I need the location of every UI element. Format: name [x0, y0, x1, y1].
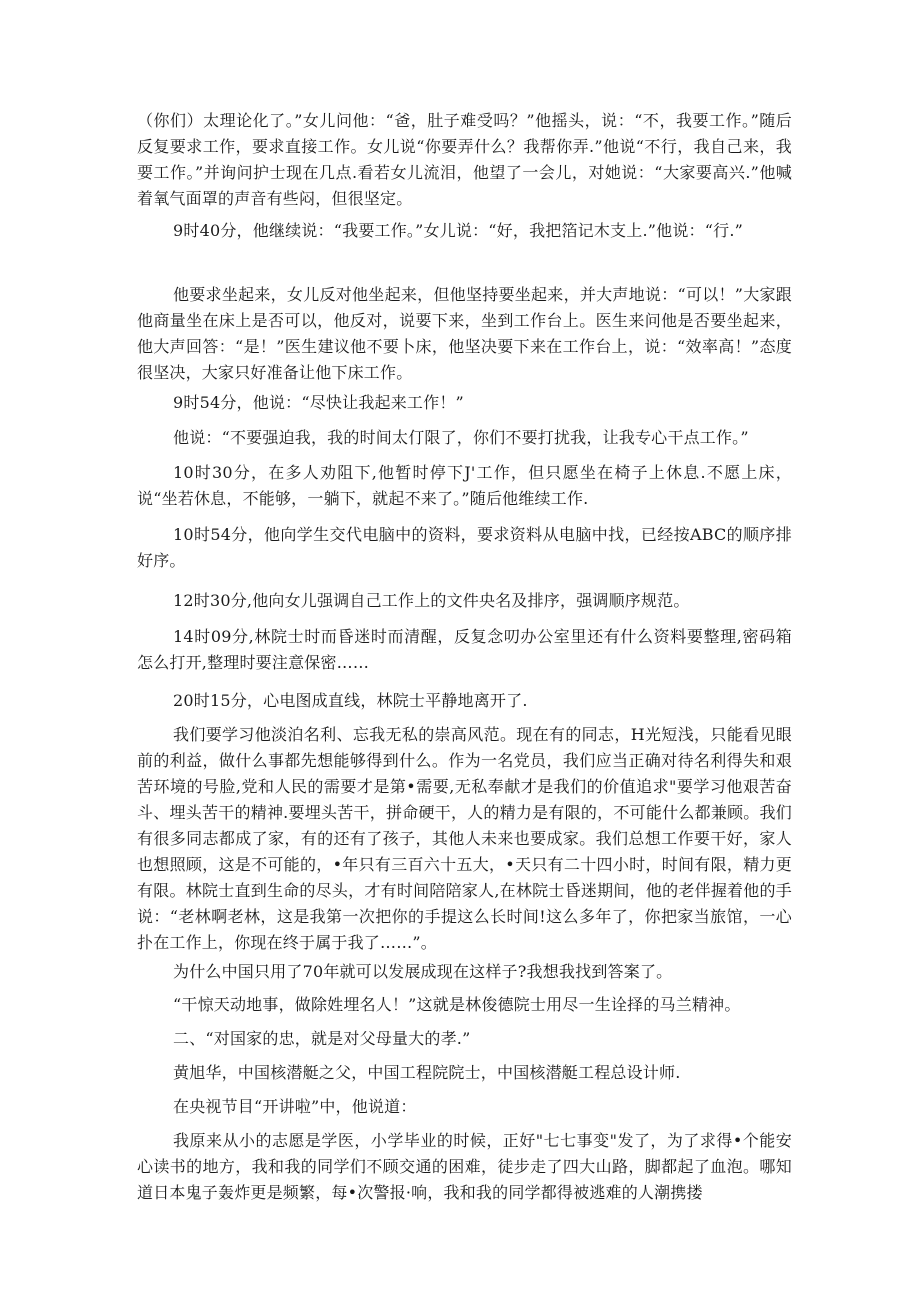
paragraph-huang-xuhua: 黄旭华，中国核潜艇之父，中国工程院院士，中国核潜艇工程总设计师.: [173, 1063, 681, 1082]
paragraph-dont-force: 他说：“不要强迫我，我的时间太仃限了，你们不要打扰我，让我专心干点工作。”: [173, 428, 749, 447]
paragraph-1030: 10时30分，在多人劝阻下,他暂时停下J'工作，但只愿坐在椅子上休息.不愿上床，说“坐若休息，不能够，一躺下，就起不来了。”随后他维续工作.: [137, 463, 792, 508]
paragraph-0940: 9时40分，他继续说：“我要工作。”女儿说：“好，我把箔记木支上.”他说：“行.”: [173, 221, 743, 240]
paragraph-malan-spirit: “干惊天动地事，做除姓埋名人！”这就是林俊德院士用尽一生诠择的马兰精神。: [173, 995, 741, 1014]
paragraph-0954: 9时54分，他说：“尽快让我起来工作！”: [173, 393, 464, 412]
paragraph-why-china: 为什么中国只用了70年就可以发展成现在这样子?我想我找到答案了。: [173, 962, 673, 981]
paragraph-hospital-dialogue: （你们）太理论化了。”女儿问他：“爸，肚子难受吗？”他摇头，说：“不，我要工作。”随后反复要求工作，要求直接工作。女儿说“你要弄什么？我帮你弄.”他说“不行，我自己来，我要工作。”并询问护士现在几点.看若女儿流泪，他望了一会儿，对她说：“大家要高兴.”他喊着氧气面罩的声音有些闷，但很坚定。: [137, 111, 792, 208]
paragraph-childhood: 我原来从小的志愿是学医，小学毕业的时候，正好"七七事变"发了，为了求得•个能安心读书的地方，我和我的同学们不顾交通的困难，徒步走了四大山路，脚都起了血泡。哪知道日本鬼子轰炸更是频繁，每•次警报·响，我和我的同学都得被逃难的人潮携搂: [137, 1131, 792, 1202]
paragraph-1409: 14时09分,林院士时而昏迷时而清醒，反复念叨办公室里还有什么资料要整理,密码箱怎么打开,整理时要注意保密……: [137, 627, 792, 672]
paragraph-2015: 20时15分，心电图成直线，林院士平静地离开了.: [173, 691, 528, 710]
paragraph-sit-up: 他要求坐起来，女儿反对他坐起来，但他坚持要坐起来，并大声地说：“可以！”大家跟他商量坐在床上是否可以，他反对，说要下来，坐到工作台上。医生来问他是否要坐起来，他大声回答：“是！”医生建议他不要卜床，他坚决要下来在工作台上，说：“效率高！”态度很坚决，大家只好准备让他下床工作。: [137, 285, 792, 382]
paragraph-learn-from-him: 我们要学习他淡泊名利、忘我无私的崇高风范。现在有的同志，H光短浅，只能看见眼前的利益，做什么事都先想能够得到什么。作为一名党员，我们应当正确对待名利得失和艰苦环境的号脸,党和人民的需要才是第•需要,无私奉献才是我们的价值追求"要学习他艰苦奋斗、埋头苦干的精神.要埋头苦干，拼命硬干，人的精力是有限的，不可能什么都兼顾。我们有很多同志都成了家，有的还有了孩子，其他人未来也要成家。我们总想工作要干好，家人也想照顾，这是不可能的，•年只有三百六十五大，•天只有二十四小时，时间有限，精力更有限。林院士直到生命的尽头，才有时间陪陪家人,在林院士昏迷期间，他的老伴握着他的手说：“老林啊老林，这是我第一次把你的手提这么长时间!这么多年了，你把家当旅馆，一心扑在工作上，你现在终于属于我了……”。: [137, 725, 792, 952]
paragraph-1230: 12时30分,他向女儿强调自己工作上的文件央名及排序，强调顺序规范。: [173, 591, 690, 610]
section-heading-two: 二、“对国家的忠，就是对父母量大的孝.”: [173, 1029, 471, 1048]
paragraph-cctv: 在央视节目“开讲啦”中，他说道：: [173, 1097, 417, 1116]
paragraph-1054: 10时54分，他向学生交代电脑中的资料，要求资料从电脑中找，已经按ABC的顺序排好序。: [137, 525, 792, 570]
